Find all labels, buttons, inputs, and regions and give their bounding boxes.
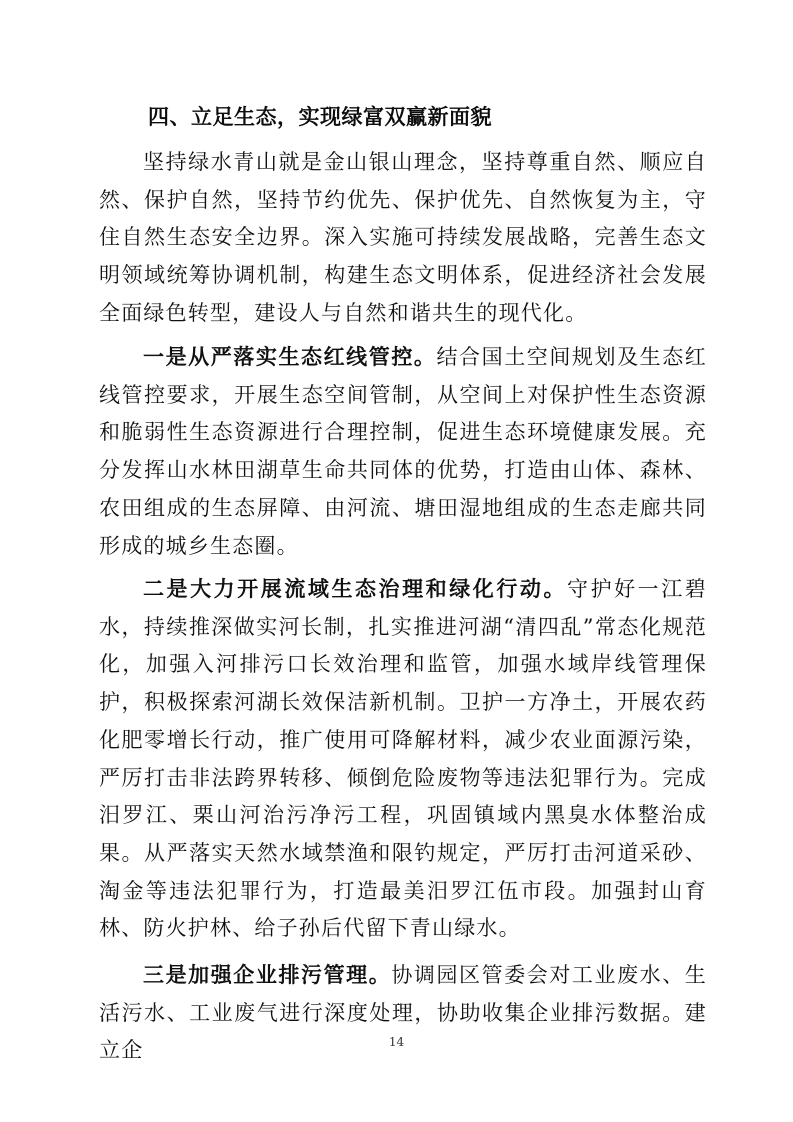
paragraph-lead: 二是大力开展流域生态治理和绿化行动。 — [143, 576, 568, 601]
paragraph-lead: 一是从严落实生态红线管控。 — [143, 344, 437, 369]
paragraph-enterprise-discharge — [99, 956, 707, 1070]
paragraph-watershed-governance — [99, 570, 707, 948]
paragraph-ecological-redline — [99, 338, 707, 565]
paragraph-body: 守护好一江碧水，持续推深做实河长制，扎实推进河湖“清四乱”常态化规范化，加强入河排污口长效治理和监管，加强水域岸线管理保护，积极探索河湖长效保洁新机制。卫护一方净土，开展农药化肥零增长行动，推广使用可降解材料，减少农业面源污染，严厉打击非法跨界转移、倾倒危险废物等违法犯罪行为。完成汨罗江、栗山河治污净污工程，巩固镇域内黑臭水体整治成果。从严落实天然水域禁渔和限钓规定，严厉打击河道采砂、淘金等违法犯罪行为，打造最美汨罗江伍市段。加强封山育林、防火护林、给子孙后代留下青山绿水。 — [99, 577, 707, 941]
paragraph-body: 协调园区管委会对工业废水、生活污水、工业废气进行深度处理，协助收集企业排污数据。建立企 — [99, 963, 707, 1063]
paragraph-body: 坚持绿水青山就是金山银山理念，坚持尊重自然、顺应自然、保护自然，坚持节约优先、保护优先、自然恢复为主，守住自然生态安全边界。深入实施可持续发展战略，完善生态文明领域统筹协调机制，构建生态文明体系，促进经济社会发展全面绿色转型，建设人与自然和谐共生的现代化。 — [99, 150, 707, 325]
paragraph-body: 结合国土空间规划及生态红线管控要求，开展生态空间管制，从空间上对保护性生态资源和脆弱性生态资源进行合理控制，促进生态环境健康发展。充分发挥山水林田湖草生命共同体的优势，打造由山体、森林、农田组成的生态屏障、由河流、塘田湿地组成的生态走廊共同形成的城乡生态圈。 — [99, 345, 707, 558]
section-heading: 四、立足生态，实现绿富双赢新面貌 — [148, 105, 492, 129]
page-number: 14 — [388, 1035, 405, 1049]
paragraph-lead: 三是加强企业排污管理。 — [143, 962, 392, 987]
paragraph-intro — [99, 143, 707, 333]
